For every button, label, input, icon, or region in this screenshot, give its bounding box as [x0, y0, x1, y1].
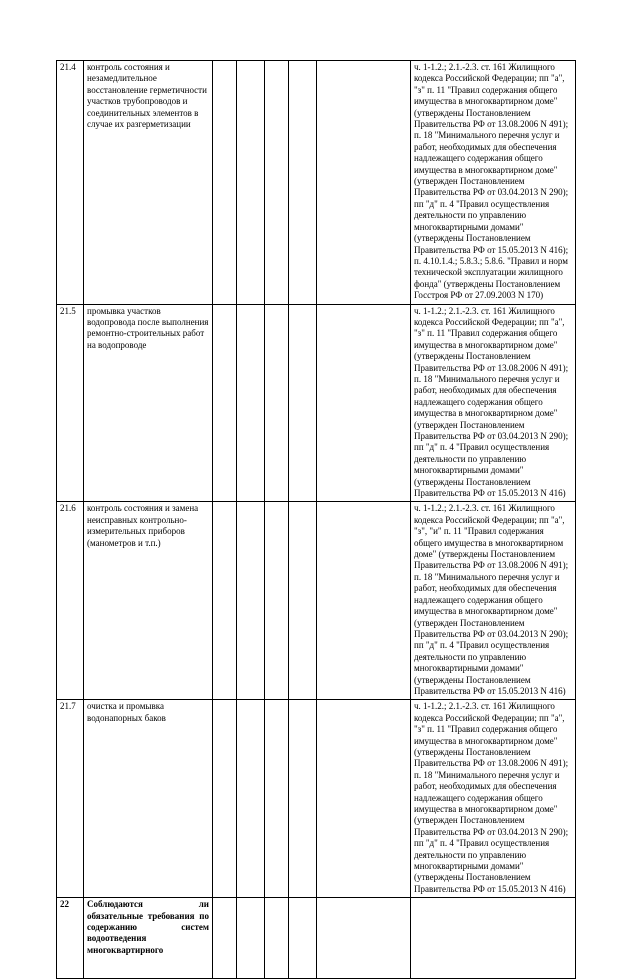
row-number: 21.4	[57, 61, 84, 305]
row-number: 21.5	[57, 304, 84, 502]
note-cell	[317, 700, 411, 898]
answer-cell-no	[237, 898, 265, 979]
legal-reference	[411, 898, 576, 979]
note-cell	[317, 898, 411, 979]
row-number: 22	[57, 898, 84, 979]
answer-cell-no	[237, 61, 265, 305]
answer-cell-yes	[213, 61, 237, 305]
legal-reference: ч. 1-1.2.; 2.1.-2.3. ст. 161 Жилищного кодекса Российской Федерации; пп "а", "з" п. 11 "Правил содержания общего имущества в многоквартирном доме" (утверждены Постановлением Правительства РФ от 13.08.2006 N 491); п. 18 "Минимального перечня услуг и работ, необходимых для обеспечения надлежащего содержания общего имущества в многоквартирном доме" (утвержден Постановлением Правительства РФ от 03.04.2013 N 290); пп "д" п. 4 "Правил осуществления деятельности по управлению многоквартирными домами" (утверждены Постановлением Правительства РФ от 15.05.2013 N 416); п. 4.10.1.4.; 5.8.3.; 5.8.6. "Правил и норм технической эксплуатации жилищного фонда" (утверждены Постановлением Госстроя РФ от 27.09.2003 N 170)	[411, 61, 576, 305]
answer-cell-yes	[213, 700, 237, 898]
table-row	[57, 304, 576, 502]
note-cell	[317, 61, 411, 305]
table-row	[57, 700, 576, 898]
requirement-text: контроль состояния и незамедлительное восстановление герметичности участков трубопроводов и соединительных элементов в случае их разгерметизации	[84, 61, 213, 305]
answer-cell-extra	[289, 61, 317, 305]
answer-cell-na	[265, 898, 289, 979]
row-number: 21.6	[57, 502, 84, 700]
requirements-table	[56, 60, 576, 979]
answer-cell-na	[265, 700, 289, 898]
requirement-text: Соблюдаются ли обязательные требования по содержанию систем водоотведения многоквартирного	[84, 898, 213, 979]
answer-cell-yes	[213, 898, 237, 979]
answer-cell-extra	[289, 898, 317, 979]
answer-cell-na	[265, 304, 289, 502]
legal-reference: ч. 1-1.2.; 2.1.-2.3. ст. 161 Жилищного кодекса Российской Федерации; пп "а", "з" п. 11 "Правил содержания общего имущества в многоквартирном доме" (утверждены Постановлением Правительства РФ от 13.08.2006 N 491); п. 18 "Минимального перечня услуг и работ, необходимых для обеспечения надлежащего содержания общего имущества в многоквартирном доме" (утвержден Постановлением Правительства РФ от 03.04.2013 N 290); пп "д" п. 4 "Правил осуществления деятельности по управлению многоквартирными домами" (утверждены Постановлением Правительства РФ от 15.05.2013 N 416)	[411, 304, 576, 502]
table-row	[57, 898, 576, 979]
answer-cell-yes	[213, 304, 237, 502]
answer-cell-extra	[289, 700, 317, 898]
legal-reference: ч. 1-1.2.; 2.1.-2.3. ст. 161 Жилищного кодекса Российской Федерации; пп "а", "з" п. 11 "Правил содержания общего имущества в многоквартирном доме" (утверждены Постановлением Правительства РФ от 13.08.2006 N 491); п. 18 "Минимального перечня услуг и работ, необходимых для обеспечения надлежащего содержания общего имущества в многоквартирном доме" (утвержден Постановлением Правительства РФ от 03.04.2013 N 290); пп "д" п. 4 "Правил осуществления деятельности по управлению многоквартирными домами" (утверждены Постановлением Правительства РФ от 15.05.2013 N 416)	[411, 700, 576, 898]
table-row	[57, 502, 576, 700]
requirement-text: промывка участков водопровода после выполнения ремонтно-строительных работ на водопроводе	[84, 304, 213, 502]
row-number: 21.7	[57, 700, 84, 898]
answer-cell-extra	[289, 304, 317, 502]
answer-cell-extra	[289, 502, 317, 700]
answer-cell-na	[265, 502, 289, 700]
table-row	[57, 61, 576, 305]
note-cell	[317, 502, 411, 700]
requirement-text: очистка и промывка водонапорных баков	[84, 700, 213, 898]
legal-reference: ч. 1-1.2.; 2.1.-2.3. ст. 161 Жилищного кодекса Российской Федерации; пп "а", "з", "и" п. 11 "Правил содержания общего имущества в многоквартирном доме" (утверждены Постановлением Правительства РФ от 13.08.2006 N 491); п. 18 "Минимального перечня услуг и работ, необходимых для обеспечения надлежащего содержания общего имущества в многоквартирном доме" (утвержден Постановлением Правительства РФ от 03.04.2013 N 290); пп "д" п. 4 "Правил осуществления деятельности по управлению многоквартирными домами" (утверждены Постановлением Правительства РФ от 15.05.2013 N 416)	[411, 502, 576, 700]
answer-cell-no	[237, 502, 265, 700]
answer-cell-no	[237, 700, 265, 898]
requirement-text: контроль состояния и замена неисправных контрольно-измерительных приборов (манометров и т.п.)	[84, 502, 213, 700]
note-cell	[317, 304, 411, 502]
answer-cell-yes	[213, 502, 237, 700]
answer-cell-no	[237, 304, 265, 502]
answer-cell-na	[265, 61, 289, 305]
